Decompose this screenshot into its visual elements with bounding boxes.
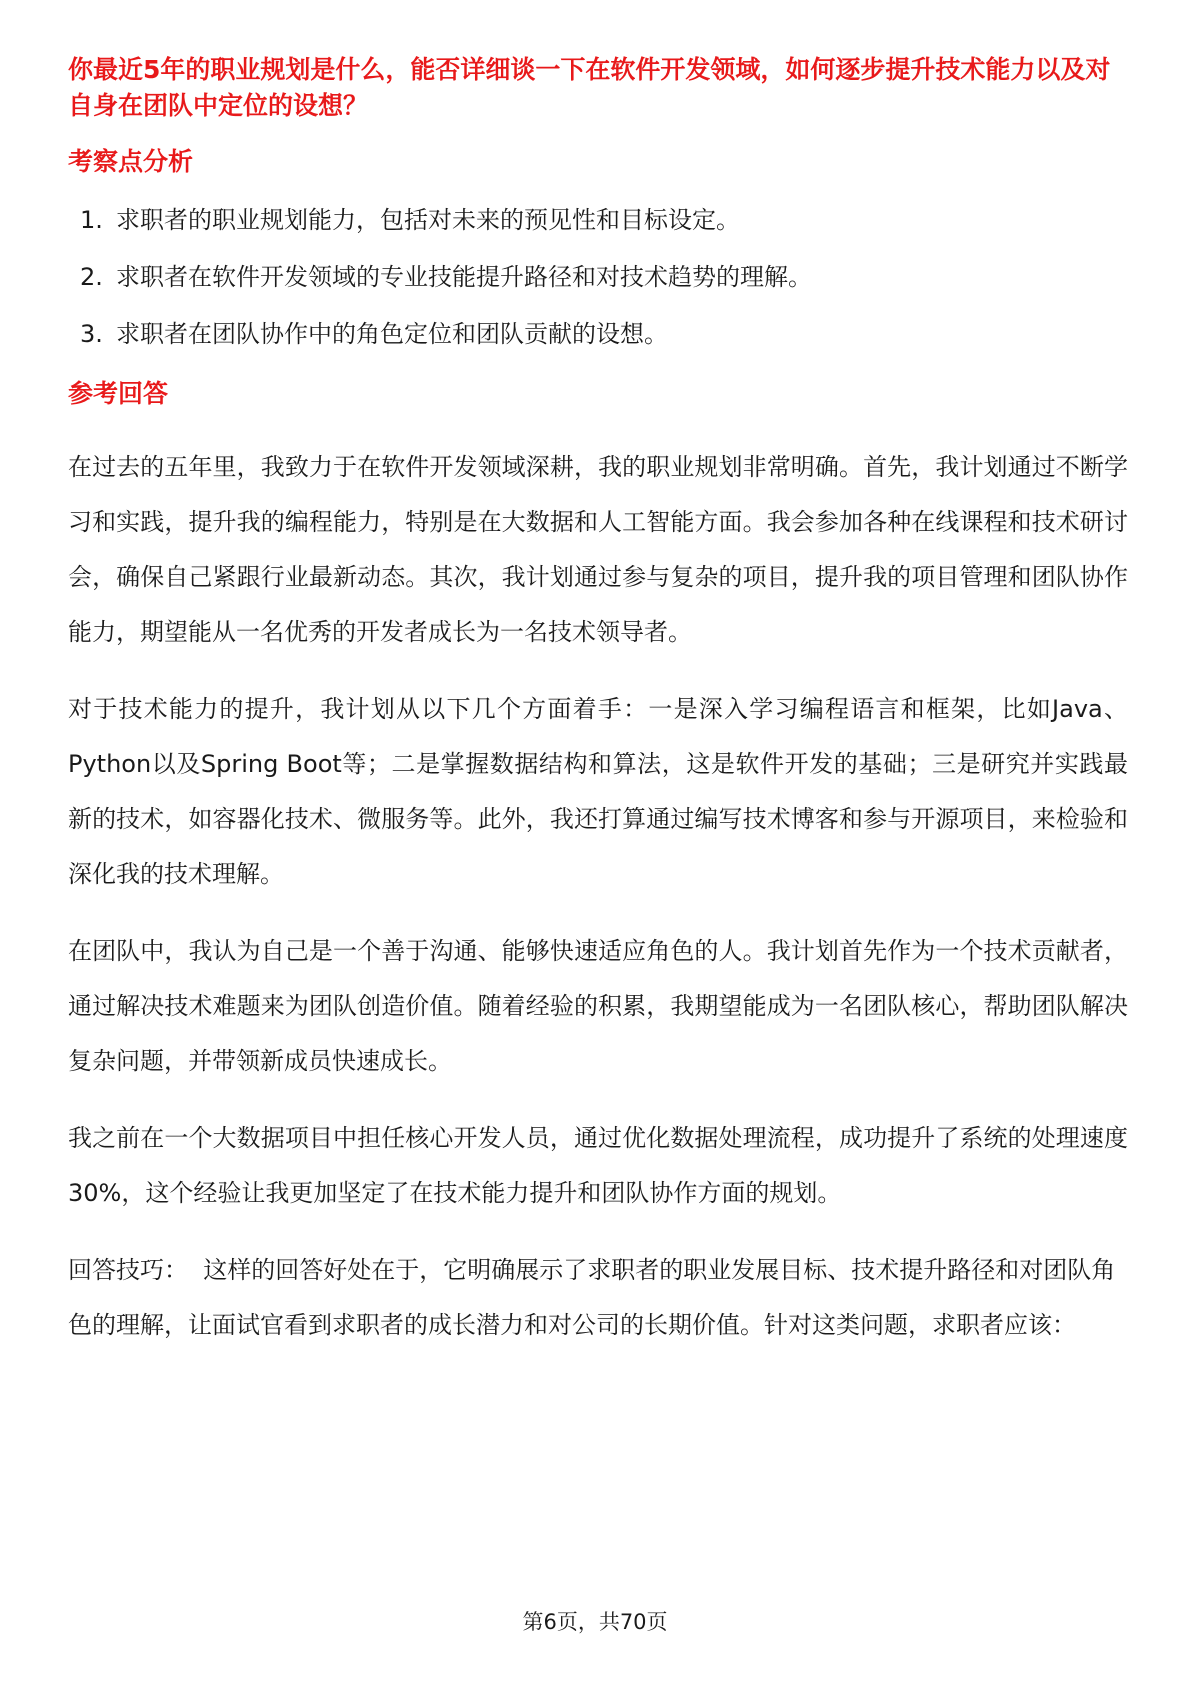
list-item-text: 求职者的职业规划能力，包括对未来的预见性和目标设定。 — [116, 206, 740, 234]
answer-paragraph: 我之前在一个大数据项目中担任核心开发人员，通过优化数据处理流程，成功提升了系统的处理速度30%，这个经验让我更加坚定了在技术能力提升和团队协作方面的规划。 — [68, 1124, 1128, 1207]
page-number-footer: 第6页，共70页 — [522, 1610, 668, 1634]
answer-paragraph: 在团队中，我认为自己是一个善于沟通、能够快速适应角色的人。我计划首先作为一个技术贡献者，通过解决技术难题来为团队创造价值。随着经验的积累，我期望能成为一名团队核心，帮助团队解决复杂问题，并带领新成员快速成长。 — [68, 937, 1128, 1075]
list-item — [68, 316, 1128, 352]
answer-paragraph: 在过去的五年里，我致力于在软件开发领域深耕，我的职业规划非常明确。首先，我计划通过不断学习和实践，提升我的编程能力，特别是在大数据和人工智能方面。我会参加各种在线课程和技术研讨会，确保自己紧跟行业最新动态。其次，我计划通过参与复杂的项目，提升我的项目管理和团队协作能力，期望能从一名优秀的开发者成长为一名技术领导者。 — [68, 453, 1128, 646]
answer-paragraph: 对于技术能力的提升，我计划从以下几个方面着手：一是深入学习编程语言和框架，比如Java、Python以及Spring Boot等；二是掌握数据结构和算法，这是软件开发的基础；三是研究并实践最新的技术，如容器化技术、微服务等。此外，我还打算通过编写技术博客和参与开源项目，来检验和深化我的技术理解。 — [68, 695, 1128, 888]
analysis-points-list — [68, 202, 1128, 352]
analysis-heading: 考察点分析 — [68, 147, 194, 176]
answer-tips — [68, 1243, 1128, 1353]
list-item-text: 求职者在团队协作中的角色定位和团队贡献的设想。 — [116, 320, 668, 348]
document-page — [68, 52, 1128, 1353]
question-title: 你最近5年的职业规划是什么，能否详细谈一下在软件开发领域，如何逐步提升技术能力以及对自身在团队中定位的设想？ — [68, 55, 1111, 120]
list-item-text: 求职者在软件开发领域的专业技能提升路径和对技术趋势的理解。 — [116, 263, 812, 291]
answer-heading: 参考回答 — [68, 379, 169, 408]
list-item-number: 3. — [80, 320, 103, 348]
tips-text: 这样的回答好处在于，它明确展示了求职者的职业发展目标、技术提升路径和对团队角色的理解，让面试官看到求职者的成长潜力和对公司的长期价值。针对这类问题，求职者应该： — [68, 1256, 1116, 1339]
list-item-number: 1. — [80, 206, 103, 234]
list-item — [68, 259, 1128, 295]
list-item-number: 2. — [80, 263, 103, 291]
list-item — [68, 202, 1128, 238]
tips-label: 回答技巧： — [68, 1256, 188, 1284]
